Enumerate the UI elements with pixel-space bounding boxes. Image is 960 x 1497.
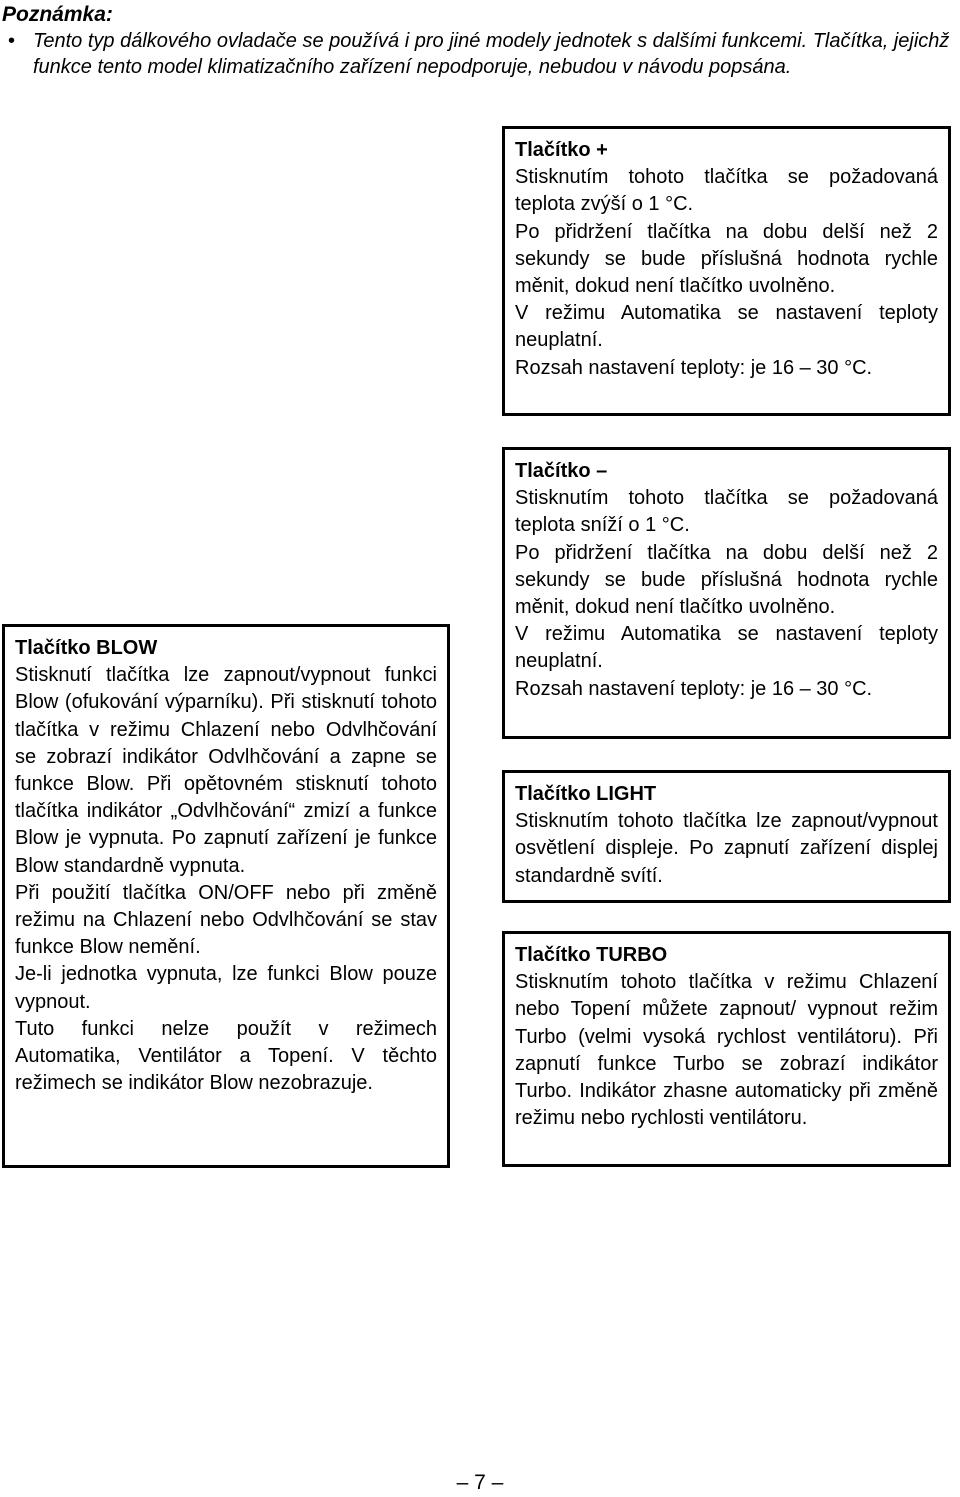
- bullet-mark: •: [8, 30, 16, 52]
- note-heading: Poznámka:: [2, 3, 113, 26]
- minus-button-text-4: Rozsah nastavení teploty: je 16 – 30 °C.: [515, 677, 873, 700]
- minus-button-text-3: V režimu Automatika se nastavení teploty neuplatní.: [515, 623, 938, 673]
- light-button-text: Stisknutím tohoto tlačítka lze zapnout/vypnout osvětlení displeje. Po zapnutí zařízení displej standardně svítí.: [515, 810, 938, 887]
- plus-button-text-1: Stisknutím tohoto tlačítka se požadovaná teplota zvýší o 1 °C.: [515, 166, 938, 216]
- minus-button-text-2: Po přidržení tlačítka na dobu delší než 2 sekundy se bude příslušná hodnota rychle měnit, dokud není tlačítko uvolněno.: [515, 541, 938, 619]
- turbo-button-text: Stisknutím tohoto tlačítka v režimu Chlazení nebo Topení můžete zapnout/ vypnout režim Turbo (velmi vysoká rychlost ventilátoru). Při zapnutí funkce Turbo se zobrazí indikátor Turbo. Indikátor zhasne automaticky při změně režimu nebo rychlosti ventilátoru.: [515, 971, 938, 1130]
- plus-button-box: [502, 126, 951, 416]
- blow-button-text-4: Tuto funkci nelze použít v režimech Automatika, Ventilátor a Topení. V těchto režimech se indikátor Blow nezobrazuje.: [15, 1017, 437, 1095]
- blow-button-title: Tlačítko BLOW: [15, 637, 158, 659]
- page-number: – 7 –: [456, 1471, 504, 1494]
- plus-button-text-3: V režimu Automatika se nastavení teploty neuplatní.: [515, 302, 938, 352]
- blow-button-text-2: Při použití tlačítka ON/OFF nebo při změně režimu na Chlazení nebo Odvlhčování se stav funkce Blow nemění.: [15, 881, 437, 959]
- turbo-button-title: Tlačítko TURBO: [515, 944, 668, 966]
- light-button-title: Tlačítko LIGHT: [515, 783, 657, 805]
- plus-button-title: Tlačítko +: [515, 139, 608, 161]
- blow-button-box: [2, 624, 450, 1168]
- minus-button-text-1: Stisknutím tohoto tlačítka se požadovaná teplota sníží o 1 °C.: [515, 487, 938, 537]
- note-text: Tento typ dálkového ovladače se používá i pro jiné modely jednotek s dalšími funkcemi. Tlačítka, jejichž funkce tento model klimatizačního zařízení nepodporuje, nebudou v návodu popsána.: [33, 30, 950, 78]
- light-button-box: [502, 770, 951, 903]
- minus-button-title: Tlačítko –: [515, 460, 608, 482]
- plus-button-text-4: Rozsah nastavení teploty: je 16 – 30 °C.: [515, 356, 873, 379]
- turbo-button-box: [502, 931, 951, 1167]
- blow-button-text-3: Je-li jednotka vypnuta, lze funkci Blow pouze vypnout.: [15, 963, 437, 1013]
- blow-button-text-1: Stisknutí tlačítka lze zapnout/vypnout funkci Blow (ofukování výparníku). Při stisknutí tohoto tlačítka v režimu Chlazení nebo Odvlhčování se zobrazí indikátor Odvlhčování a zapne se funkce Blow. Při opětovném stisknutí tohoto tlačítka indikátor „Odvlhčování“ zmizí a funkce Blow je vypnuta. Po zapnutí zařízení je funkce Blow standardně vypnuta.: [15, 664, 437, 877]
- minus-button-box: [502, 447, 951, 739]
- plus-button-text-2: Po přidržení tlačítka na dobu delší než 2 sekundy se bude příslušná hodnota rychle měnit, dokud není tlačítko uvolněno.: [515, 220, 938, 298]
